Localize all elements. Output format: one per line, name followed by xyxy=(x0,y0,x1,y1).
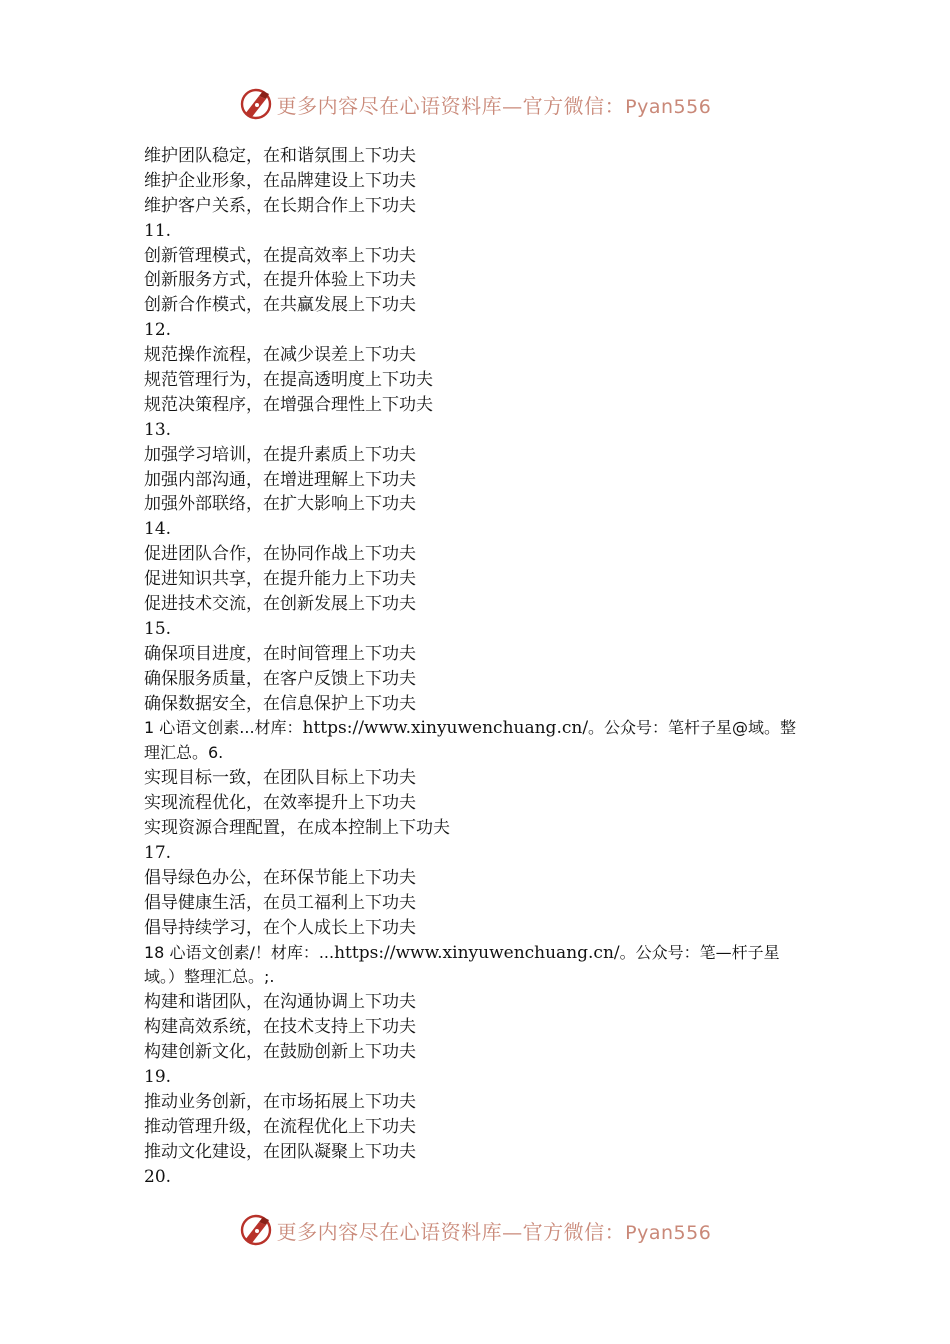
text-line: 确保服务质量，在客户反馈上下功夫 xyxy=(144,668,416,689)
text-line: 规范管理行为，在提高透明度上下功夫 xyxy=(144,370,433,391)
text-line: 确保项目进度，在时间管理上下功夫 xyxy=(144,643,416,664)
text-line: 倡导健康生活，在员工福利上下功夫 xyxy=(144,892,416,913)
section-number: 15. xyxy=(144,618,172,639)
source-url: https://www.xinyuwenchuang.cn/ xyxy=(334,942,620,963)
text-line: 加强学习培训，在提升素质上下功夫 xyxy=(144,444,416,465)
text-line: 促进技术交流，在创新发展上下功夫 xyxy=(144,594,416,615)
text-line: 实现目标一致，在团队目标上下功夫 xyxy=(144,768,416,789)
text-line: 构建和谐团队，在沟通协调上下功夫 xyxy=(144,992,416,1013)
text-line: 加强外部联络，在扩大影响上下功夫 xyxy=(144,494,416,515)
text-line: 倡导持续学习，在个人成长上下功夫 xyxy=(144,917,416,938)
text-line: 确保数据安全，在信息保护上下功夫 xyxy=(144,693,416,714)
source-watermark-line: 理汇总。6. xyxy=(144,743,224,763)
source-watermark-line: 域。）整理汇总。;. xyxy=(144,967,275,987)
section-number: 14. xyxy=(144,519,172,540)
header-banner xyxy=(0,84,950,124)
source-url: https://www.xinyuwenchuang.cn/ xyxy=(302,718,589,739)
text-line: 维护企业形象，在品牌建设上下功夫 xyxy=(144,170,416,191)
text-line: 规范操作流程，在减少误差上下功夫 xyxy=(144,345,416,366)
text-line: 实现资源合理配置，在成本控制上下功夫 xyxy=(144,818,450,839)
section-number: 20. xyxy=(144,1166,172,1187)
text-line: 维护团队稳定，在和谐氛围上下功夫 xyxy=(144,146,416,166)
banner-text: 更多内容尽在心语资料库—官方微信：Pyan556 xyxy=(276,93,712,118)
section-number: 19. xyxy=(144,1066,172,1087)
source-watermark-line: 1 心语文创素...材库：https://www.xinyuwenchuang.cn/。公众号：笔杆子星@域。整 xyxy=(144,718,797,739)
pen-nib-logo-icon xyxy=(239,1213,273,1247)
section-number: 11. xyxy=(144,220,172,241)
text-line: 创新合作模式，在共赢发展上下功夫 xyxy=(144,295,416,316)
footer-banner xyxy=(0,1210,950,1250)
text-line: 规范决策程序，在增强合理性上下功夫 xyxy=(144,394,433,415)
section-number: 13. xyxy=(144,419,172,440)
text-line: 实现流程优化，在效率提升上下功夫 xyxy=(144,793,416,814)
text-line: 创新服务方式，在提升体验上下功夫 xyxy=(144,270,416,291)
text-line: 加强内部沟通，在增进理解上下功夫 xyxy=(144,469,416,490)
text-line: 构建创新文化，在鼓励创新上下功夫 xyxy=(144,1042,416,1063)
source-watermark-line: 18 心语文创素/！材库：...https://www.xinyuwenchuang.cn/。公众号：笔—杆子星 xyxy=(144,942,780,963)
banner-text: 更多内容尽在心语资料库—官方微信：Pyan556 xyxy=(276,1219,712,1244)
pen-nib-logo-icon xyxy=(239,87,273,121)
section-number: 12. xyxy=(144,320,172,341)
text-line: 创新管理模式，在提高效率上下功夫 xyxy=(144,245,416,266)
text-line: 促进团队合作，在协同作战上下功夫 xyxy=(144,544,416,565)
text-line: 推动管理升级，在流程优化上下功夫 xyxy=(144,1116,416,1137)
document-body xyxy=(144,144,814,1189)
text-line: 维护客户关系，在长期合作上下功夫 xyxy=(144,195,416,216)
text-line: 推动业务创新，在市场拓展上下功夫 xyxy=(144,1091,416,1112)
text-line: 促进知识共享，在提升能力上下功夫 xyxy=(144,569,416,590)
section-number: 17. xyxy=(144,842,172,863)
text-line: 倡导绿色办公，在环保节能上下功夫 xyxy=(144,867,416,888)
text-line: 推动文化建设，在团队凝聚上下功夫 xyxy=(144,1141,416,1162)
text-line: 构建高效系统，在技术支持上下功夫 xyxy=(144,1017,416,1038)
